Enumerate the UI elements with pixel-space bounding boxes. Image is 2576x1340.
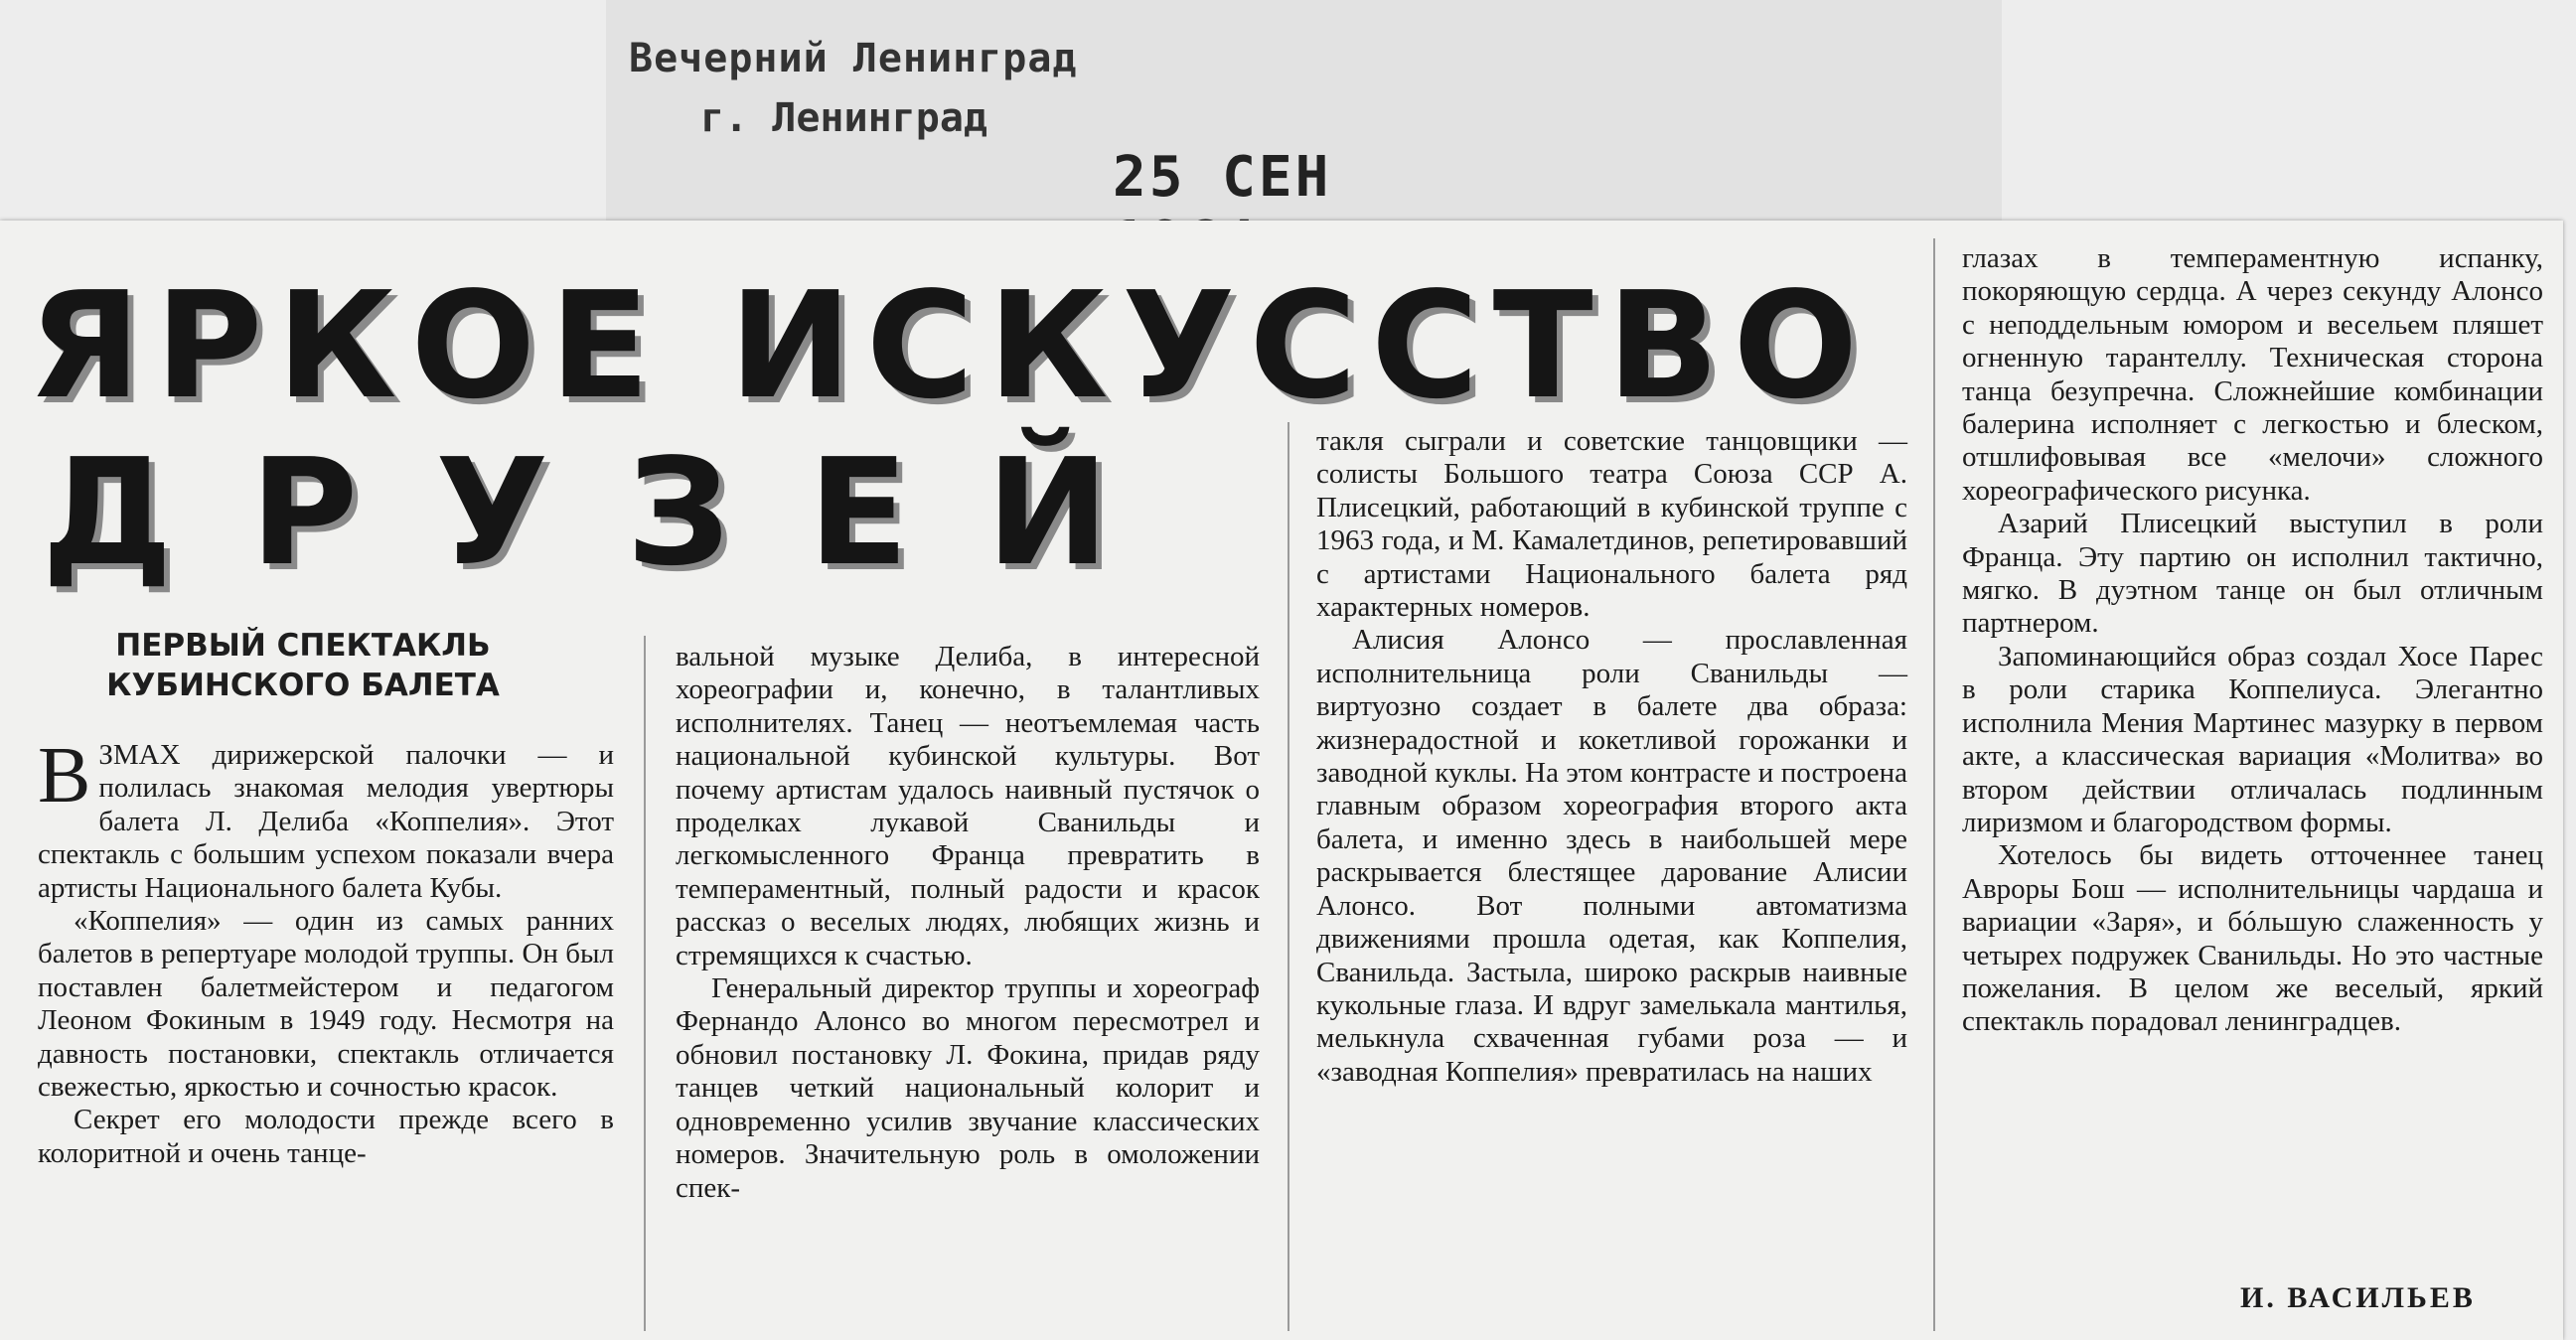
- article-column-4: [1962, 242, 2543, 1039]
- column-divider: [1933, 238, 1935, 1331]
- article-paragraph: «Коппелия» — один из самых ранних балетов в репертуаре молодой труппы. Он был поставлен балетмейстером и педагогом Леоном Фокиным в 1949 году. Несмотря на давность постановки, спектакль отличается свежестью, яркостью и сочностью красок.: [38, 905, 614, 1104]
- stamp-city: г. Ленинград: [700, 95, 987, 141]
- article-paragraph: Секрет его молодости прежде всего в колоритной и очень танце-: [38, 1104, 614, 1169]
- article-paragraph: вальной музыке Делиба, в интересной хореографии и, конечно, в талантливых исполнителях. Танец — неотъемлемая часть национальной кубинской культуры. Вот почему артистам удалось наивный пустячок о проделках лукавой Сванильды и легкомысленного Франца превратить в темпераментный, полный радости и красок рассказ о веселых людях, любящих жизнь и стремящихся к счастью.: [676, 641, 1260, 971]
- drop-cap: В: [38, 732, 91, 819]
- article-paragraph: Хотелось бы видеть отточеннее танец Авроры Бош — исполнительницы чардаша и вариации «Заря», и бóльшую слаженность у четырех подружек Сванильды. Но это частные пожелания. В целом же веселый, яркий спектакль порадовал ленинградцев.: [1962, 839, 2543, 1038]
- column-divider: [644, 636, 646, 1331]
- article-paragraph: Генеральный директор труппы и хореограф Фернандо Алонсо во многом пересмотрел и обновил постановку Л. Фокина, придав ряду танцев четкий национальный колорит и одновременно усилив звучание классических номеров. Значительную роль в омоложении спек-: [676, 972, 1260, 1204]
- article-column-3: [1316, 425, 1907, 1089]
- article-paragraph: Алисия Алонсо — прославленная исполнительница роли Сванильды — виртуозно создает в балете два образа: жизнерадостной и кокетливой горожанки и заводной куклы. На этом контрасте и построена главным образом хореография второго акта балета, и именно здесь в наибольшей мере раскрывается блестящее дарование Алисии Алонсо. Вот полными автоматизма движениями прошла одетая, как Коппелия, Сванильда. Застыла, широко раскрыв наивные кукольные глаза. И вдруг замелькала мантилья, мелькнула схваченная губами роза — и «заводная Коппелия» превратилась на наших: [1316, 624, 1907, 1088]
- article-paragraph: глазах в темпераментную испанку, покоряющую сердца. А через секунду Алонсо с неподдельным юмором и весельем пляшет огненную тарантеллу. Техническая сторона танца безупречна. Сложнейшие комбинации балерина исполняет с легкостью и блеском, отшлифовывая все «мелочи» сложного хореографического рисунка.: [1962, 242, 2543, 507]
- article-paragraph: Запоминающийся образ создал Хосе Парес в роли старика Коппелиуса. Элегантно исполнила Мения Мартинес мазурку в первом акте, а классическая вариация «Молитва» во втором действии отличалась подлинным лиризмом и благородством формы.: [1962, 640, 2543, 838]
- stamp-newspaper-name: Вечерний Ленинград: [629, 36, 1078, 81]
- article-paragraph: Азарий Плисецкий выступил в роли Франца. Эту партию он исполнил тактично, мягко. В дуэтном танце он был отличным партнером.: [1962, 508, 2543, 640]
- stamp-date: 25 СЕН: [1113, 145, 1332, 210]
- archive-stamp: [611, 18, 1510, 226]
- headline-line-2: ДРУЗЕЙ: [42, 427, 1187, 598]
- article-column-1: [38, 732, 614, 1170]
- headline-line-1: ЯРКОЕ ИСКУССТВО: [28, 260, 1873, 431]
- subheading-line-1: ПЕРВЫЙ СПЕКТАКЛЬ: [115, 628, 491, 664]
- article-paragraph: такля сыграли и советские танцовщики — солисты Большого театра Союза ССР А. Плисецкий, работающий в кубинской труппе с 1963 года, и М. Камалетдинов, репетировавший с артистами Национального балета ряд характерных номеров.: [1316, 425, 1907, 624]
- column-divider: [1288, 422, 1289, 1331]
- article-paragraph: [38, 732, 614, 905]
- paragraph-text: ЗМАХ дирижерской палочки — и полилась знакомая мелодия увертюры балета Л. Делиба «Коппелия». Этот спектакль с большим успехом показали вчера артисты Национального балета Кубы.: [38, 739, 614, 904]
- article-column-2: [676, 641, 1260, 1205]
- subheading: [70, 626, 536, 705]
- author-byline: И. ВАСИЛЬЕВ: [2240, 1281, 2476, 1314]
- subheading-line-2: КУБИНСКОГО БАЛЕТА: [106, 668, 500, 703]
